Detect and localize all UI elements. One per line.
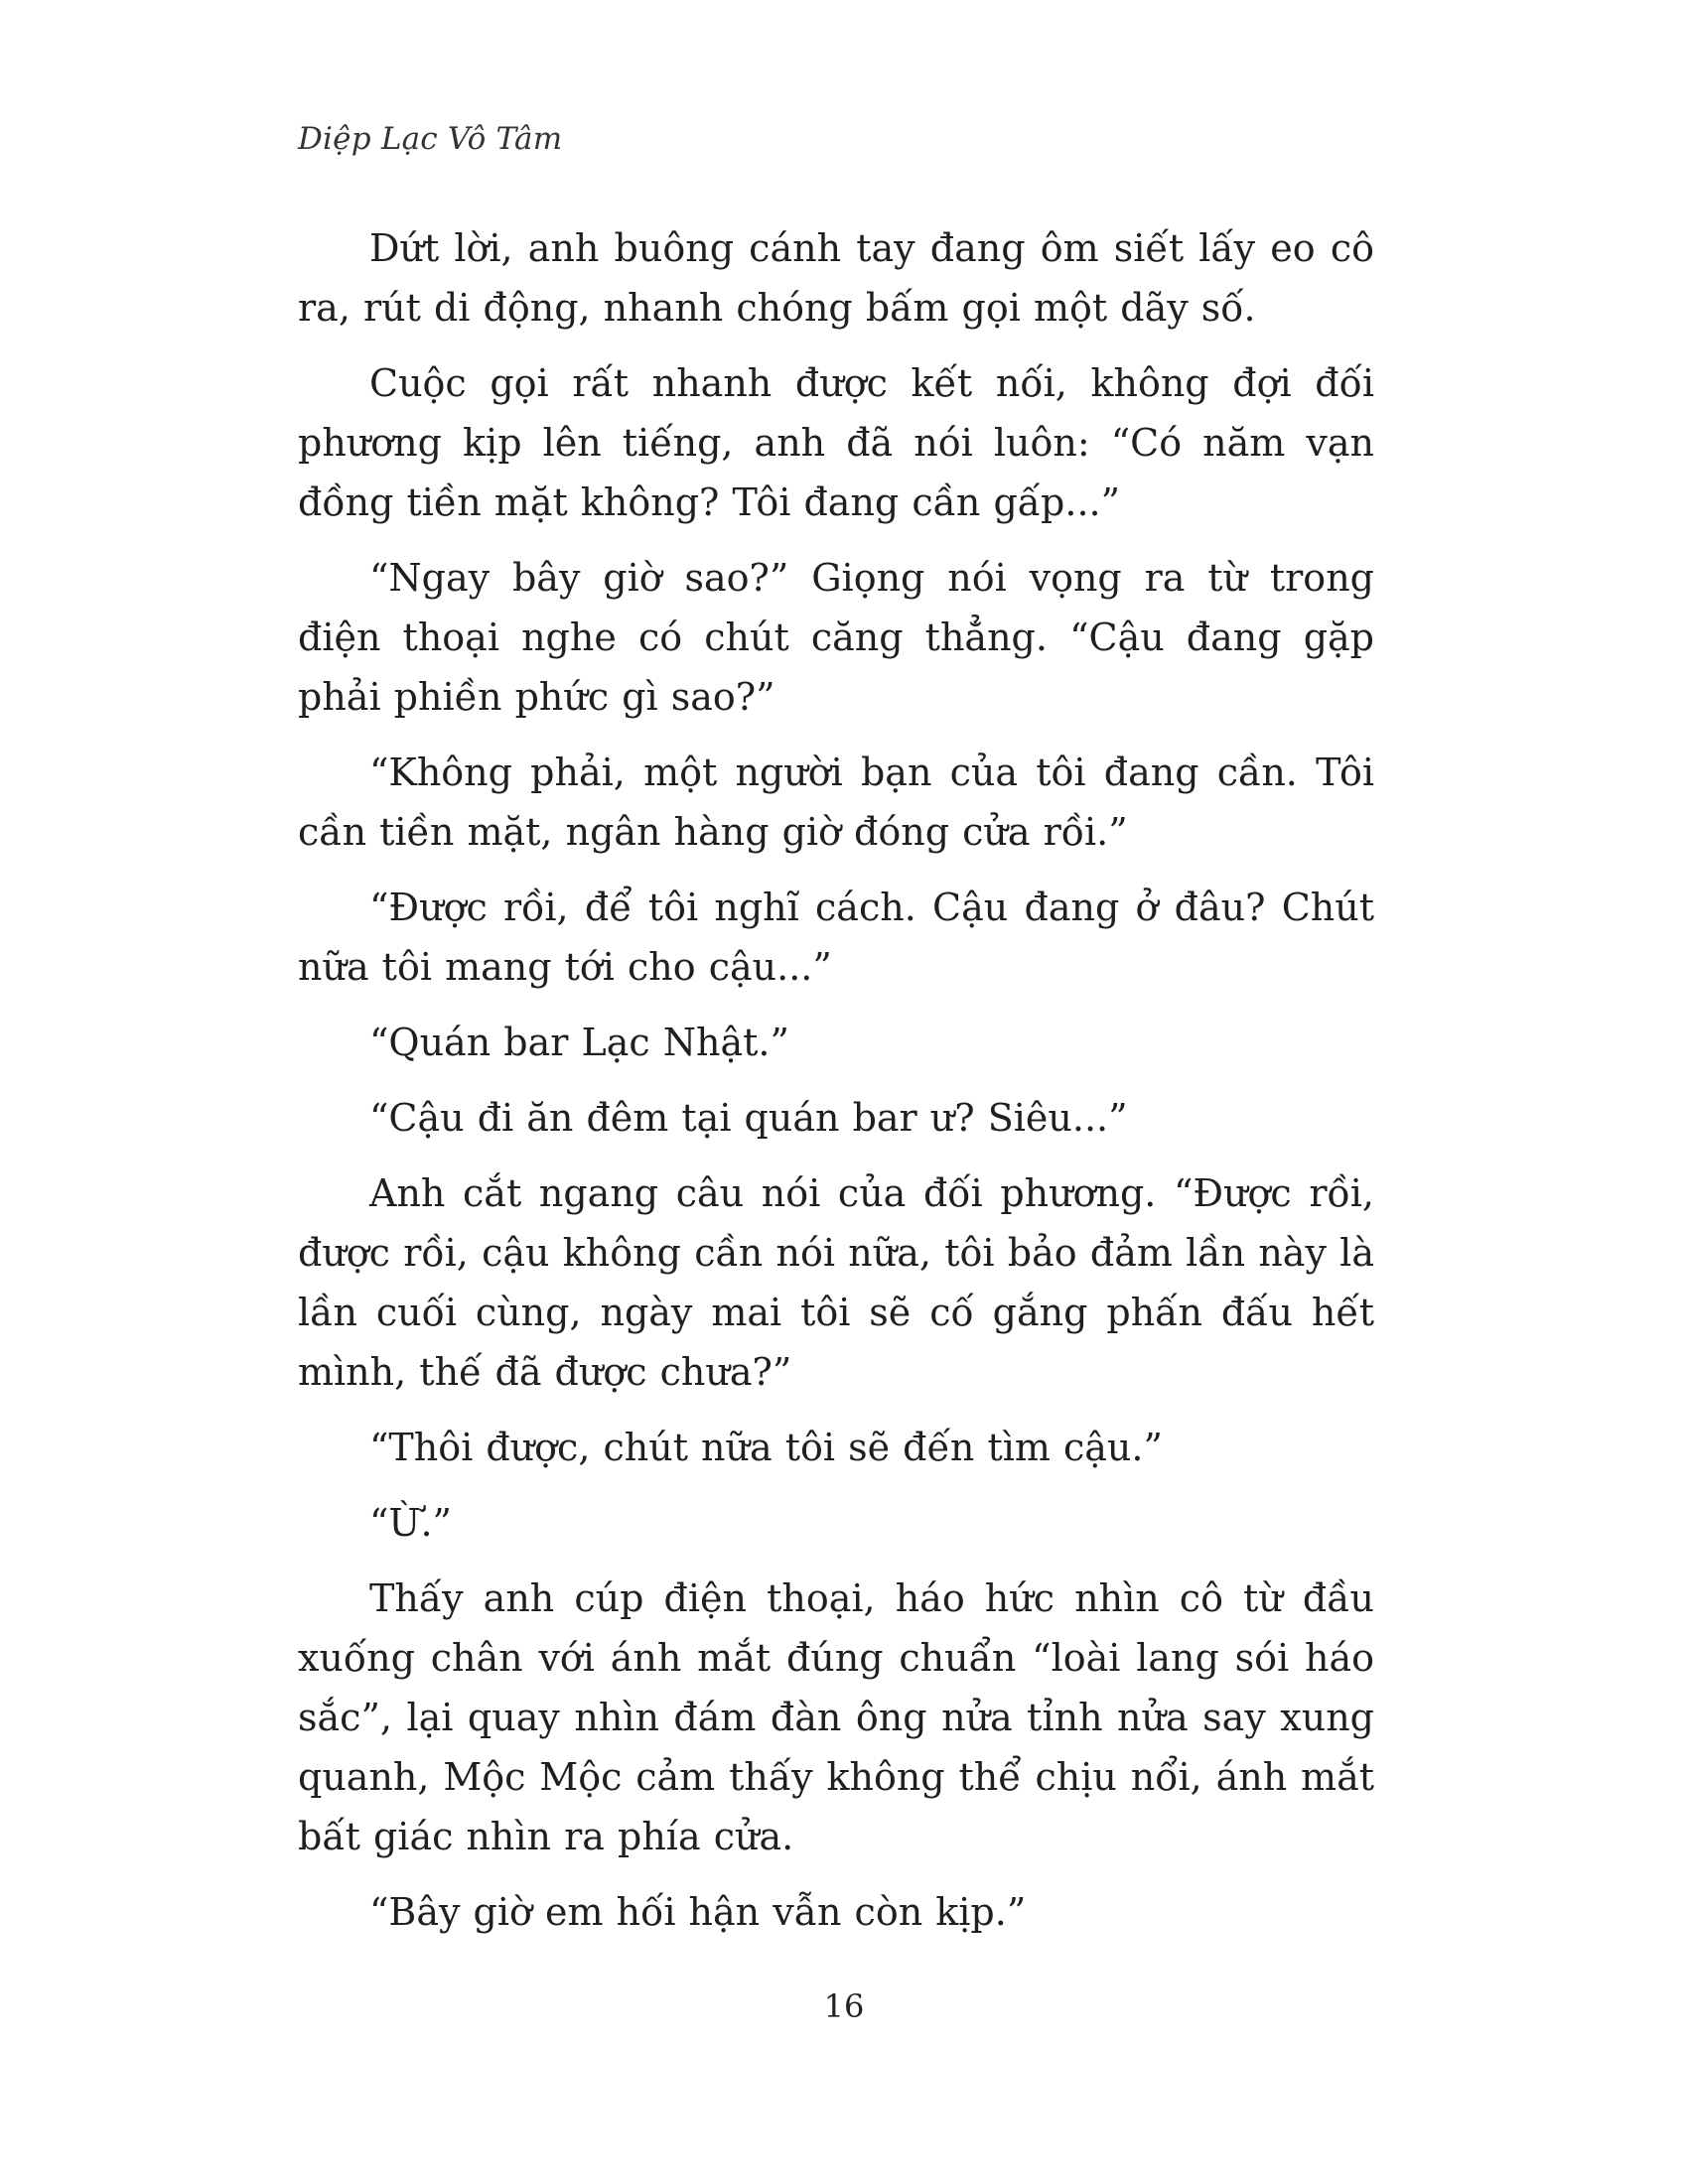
paragraph: Cuộc gọi rất nhanh được kết nối, không đợi đối phương kịp lên tiếng, anh đã nói luôn: “Có năm vạn đồng tiền mặt không? Tôi đang cần gấp...” bbox=[298, 361, 1374, 524]
paragraph: “Quán bar Lạc Nhật.” bbox=[369, 1021, 789, 1064]
paragraph: “Không phải, một người bạn của tôi đang cần. Tôi cần tiền mặt, ngân hàng giờ đóng cửa rồi.” bbox=[298, 751, 1374, 854]
paragraph: “Ừ.” bbox=[369, 1501, 452, 1545]
paragraph: “Cậu đi ăn đêm tại quán bar ư? Siêu...” bbox=[369, 1096, 1128, 1140]
paragraph: “Ngay bây giờ sao?” Giọng nói vọng ra từ trong điện thoại nghe có chút căng thẳng. “Cậu đang gặp phải phiền phức gì sao?” bbox=[298, 556, 1374, 719]
running-header-title: Diệp Lạc Vô Tâm bbox=[298, 121, 563, 157]
paragraph: Dứt lời, anh buông cánh tay đang ôm siết lấy eo cô ra, rút di động, nhanh chóng bấm gọi một dãy số. bbox=[298, 226, 1374, 330]
page-number: 16 bbox=[823, 1987, 865, 2025]
paragraph: “Được rồi, để tôi nghĩ cách. Cậu đang ở đâu? Chút nữa tôi mang tới cho cậu...” bbox=[298, 886, 1374, 989]
body-text bbox=[298, 218, 1374, 1958]
paragraph: “Thôi được, chút nữa tôi sẽ đến tìm cậu.” bbox=[369, 1426, 1163, 1469]
paragraph: “Bây giờ em hối hận vẫn còn kịp.” bbox=[369, 1890, 1027, 1934]
paragraph: Anh cắt ngang câu nói của đối phương. “Được rồi, được rồi, cậu không cần nói nữa, tôi bảo đảm lần này là lần cuối cùng, ngày mai tôi sẽ cố gắng phấn đấu hết mình, thế đã được chưa?” bbox=[298, 1171, 1374, 1394]
paragraph: Thấy anh cúp điện thoại, háo hức nhìn cô từ đầu xuống chân với ánh mắt đúng chuẩn “loài lang sói háo sắc”, lại quay nhìn đám đàn ông nửa tỉnh nửa say xung quanh, Mộc Mộc cảm thấy không thể chịu nổi, ánh mắt bất giác nhìn ra phía cửa. bbox=[298, 1576, 1374, 1858]
